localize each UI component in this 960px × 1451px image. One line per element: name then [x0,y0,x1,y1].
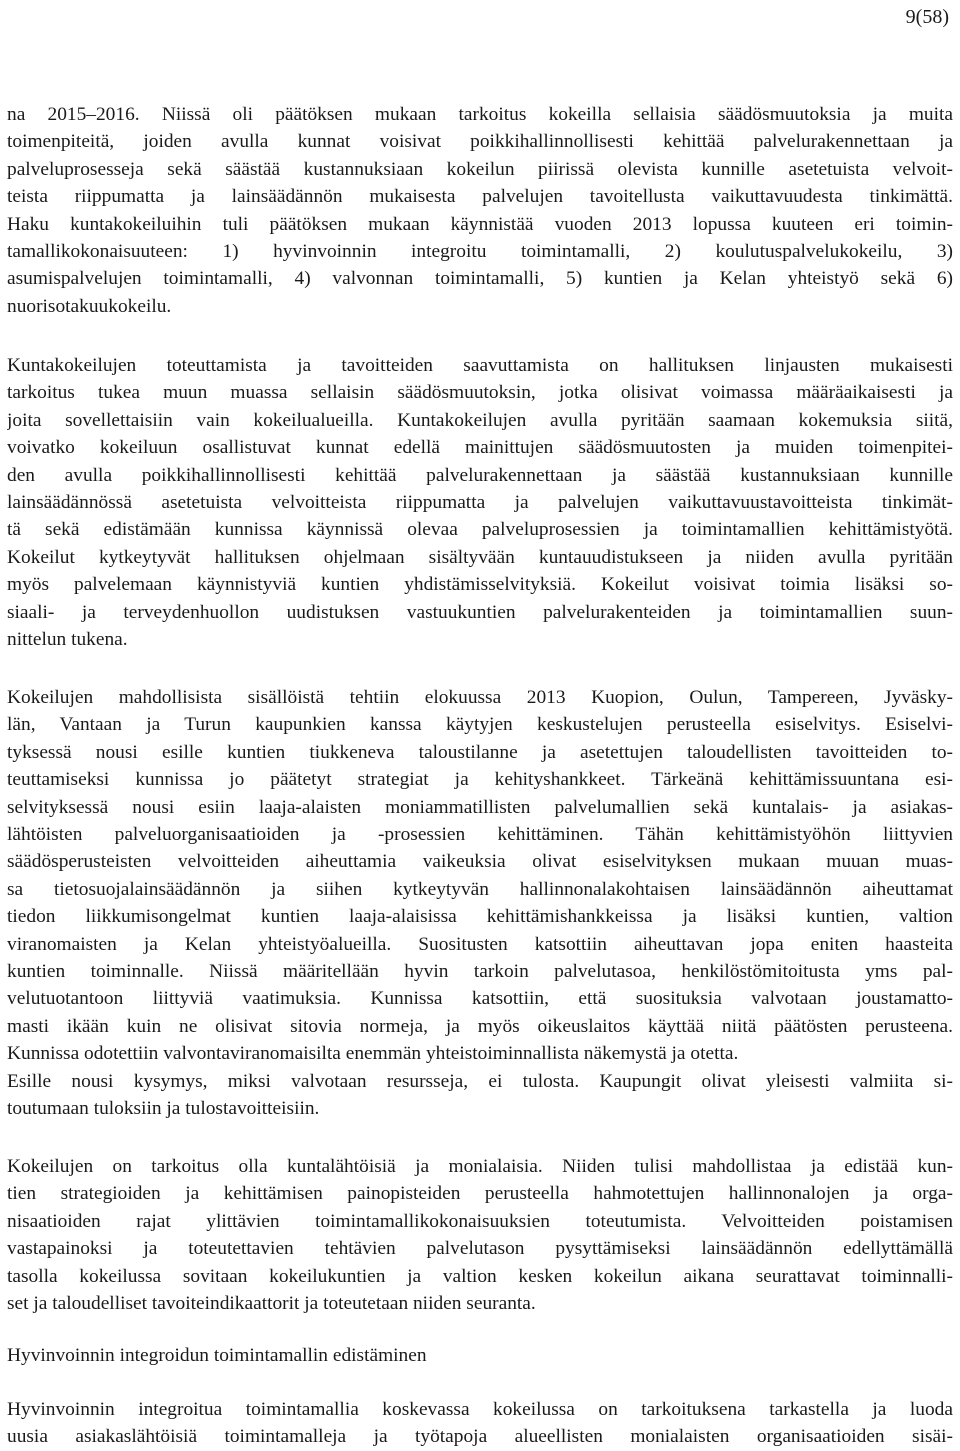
page-number: 9(58) [905,6,949,28]
paragraph-line: masti ikään kuin ne olisivat sitovia normeja, ja myös oikeuslaitos käyttää niitä päätösten perusteena. [7,1015,953,1037]
paragraph-line: vastapainoksi ja toteutettavien tehtävien palvelutason pysyttämiseksi lainsäädännön edellyttämällä [7,1238,953,1260]
paragraph-line: teista riippumatta ja lainsäädännön mukaisesta palvelujen tavoitellusta vaikuttavuudesta tinkimättä. [7,186,953,208]
paragraph-integrated-model [7,1396,953,1451]
paragraph-line: palveluprosesseja sekä säästää kustannuksiaan kokeilun piirissä olevista kunnille asetetuista velvoit- [7,158,953,180]
paragraph-line: tiedon liikkumisongelmat kuntien laaja-alaisissa kehittämishankkeissa ja lisäksi kuntien, valtion [7,906,953,928]
paragraph-preliminary-study [7,684,953,1123]
paragraph-line: säädösperusteisten velvoitteiden aiheuttamia vaikeuksia olivat esiselvityksen mukaan muuan muas- [7,851,953,873]
paragraph-line: nittelun tukena. [7,629,128,651]
paragraph-line: lainsäädännössä asetetuista velvoitteista riippumatta ja palvelujen vaikuttavuustavoitteista tinkimät- [7,492,953,514]
paragraph-line: siaali- ja terveydenhuollon uudistuksen vastuukuntien palvelurakenteiden ja toimintamallien suun- [7,601,953,623]
paragraph-line: tien strategioiden ja kehittämisen painopisteiden perusteella hahmotettujen hallinnonalojen ja orga- [7,1183,953,1205]
paragraph-line: tä sekä edistämään kunnissa käynnissä olevaa palveluprosessien ja toimintamallien kehittämistyötä. [7,519,953,541]
paragraph-line: voivatko kokeiluun osallistuvat kunnat edellä mainittujen säädösmuutosten ja muiden toimenpitei- [7,437,953,459]
paragraph-line: den avulla poikkihallinnollisesti kehittää palvelurakennettaan ja säästää kustannuksiaan kunnille [7,464,953,486]
paragraph-line: tasolla kokeilussa sovitaan kokeilukuntien ja valtion kesken kokeilun aikana seurattavat toiminnalli- [7,1265,953,1287]
paragraph-line: Esille nousi kysymys, miksi valvotaan resursseja, ei tulosta. Kaupungit olivat yleisesti valmiita si- [7,1070,953,1092]
paragraph-line: Kokeilut kytkeytyvät hallituksen ohjelmaan sisältyvään kuntauudistukseen ja niiden avulla pyritään [7,546,953,568]
paragraph-pilot-objectives [7,352,953,653]
section-heading: Hyvinvoinnin integroidun toimintamallin edistäminen [7,1345,427,1366]
paragraph-line: selvityksessä nousi esiin laaja-alaisten moniammatillisten palvelumallien sekä kuntalais- ja asiakas- [7,796,953,818]
paragraph-line: kuntien toiminnalle. Niissä määritellään hyvin tarkoin palvelutasoa, henkilöstömitoitusta yms pal- [7,961,953,983]
paragraph-line: set ja taloudelliset tavoiteindikaattorit ja toteutetaan niiden seuranta. [7,1293,536,1315]
paragraph-line: lähtöisten palveluorganisaatioiden ja -prosessien kehittäminen. Tähän kehittämistyöhön liittyvien [7,824,953,846]
paragraph-line: Kokeilujen mahdollisista sisällöistä tehtiin elokuussa 2013 Kuopion, Oulun, Tampereen, Jyväsky- [7,687,953,708]
paragraph-line: nisaatioiden rajat ylittävien toimintamallikokonaisuuksien toteutumista. Velvoitteiden poistamisen [7,1210,953,1232]
paragraph-pilot-background [7,101,953,320]
paragraph-line: uusia asiakaslähtöisiä toimintamalleja ja työtapoja alueellisten monialaisten organisaatioiden sisäi- [7,1426,953,1448]
paragraph-line: teuttamiseksi kunnissa jo päätetyt strategiat ja kehityshankkeet. Tärkeänä kehittämissuuntana esi- [7,769,953,791]
paragraph-line: velutuotantoon liittyviä vaatimuksia. Kunnissa katsottiin, että suosituksia valvotaan joustamatto- [7,988,953,1010]
paragraph-line: tarkoitus tukea muun muassa sellaisin säädösmuutoksin, jotka olisivat voimassa määräaikaisesti ja [7,382,953,404]
paragraph-line: nuorisotakuukokeilu. [7,295,172,317]
paragraph-line: sa tietosuojalainsäädännön ja siihen kytkeytyvän hallinnonalakohtaisen lainsäädännön aiheuttamat [7,878,953,900]
paragraph-line: Kuntakokeilujen toteuttamista ja tavoitteiden saavuttamista on hallituksen linjausten mukaisesti [7,355,953,376]
paragraph-line: Kunnissa odotettiin valvontaviranomaisilta enemmän yhteistoiminnallista näkemystä ja otetta. [7,1043,739,1065]
paragraph-line: län, Vantaan ja Turun kaupunkien kanssa käytyjen keskustelujen perusteella esiselvitys. Esiselvi- [7,714,953,736]
paragraph-line: tyksessä nousi esille kuntien tiukkeneva taloustilanne ja asetettujen taloudellisten tavoitteiden to- [7,741,953,763]
paragraph-line: tamallikokonaisuuteen: 1) hyvinvoinnin integroitu toimintamalli, 2) koulutuspalvelukokeilu, 3) [7,241,953,263]
paragraph-line: na 2015–2016. Niissä oli päätöksen mukaan tarkoitus kokeilla sellaisia säädösmuutoksia ja muita [7,104,953,125]
paragraph-line: Haku kuntakokeiluihin tuli päätöksen mukaan käynnistää vuoden 2013 lopussa kuuteen eri toimin- [7,213,953,235]
paragraph-line: Hyvinvoinnin integroitua toimintamallia koskevassa kokeilussa on tarkoituksena tarkastella ja luoda [7,1399,953,1420]
paragraph-line: myös palvelemaan käynnistyviä kuntien yhdistämisselvityksiä. Kokeilut voisivat toimia lisäksi so- [7,574,953,596]
paragraph-line: toutumaan tuloksiin ja tulostavoitteisiin. [7,1098,320,1120]
paragraph-line: asumispalvelujen toimintamalli, 4) valvonnan toimintamalli, 5) kuntien ja Kelan yhteistyö sekä 6) [7,268,953,290]
paragraph-line: viranomaisten ja Kelan yhteistyöalueilla. Suositusten katsottiin aiheuttavan jopa eniten haasteita [7,933,953,955]
paragraph-line: toimenpiteitä, joiden avulla kunnat voisivat poikkihallinnollisesti kehittää palvelurakennettaan ja [7,131,953,153]
paragraph-pilot-principles [7,1153,953,1317]
paragraph-line: Kokeilujen on tarkoitus olla kuntalähtöisiä ja monialaisia. Niiden tulisi mahdollistaa ja edistää kun- [7,1156,953,1177]
paragraph-line: joita sovellettaisiin vain kokeilualueilla. Kuntakokeilujen avulla pyritään saamaan kokemuksia siitä, [7,409,953,431]
